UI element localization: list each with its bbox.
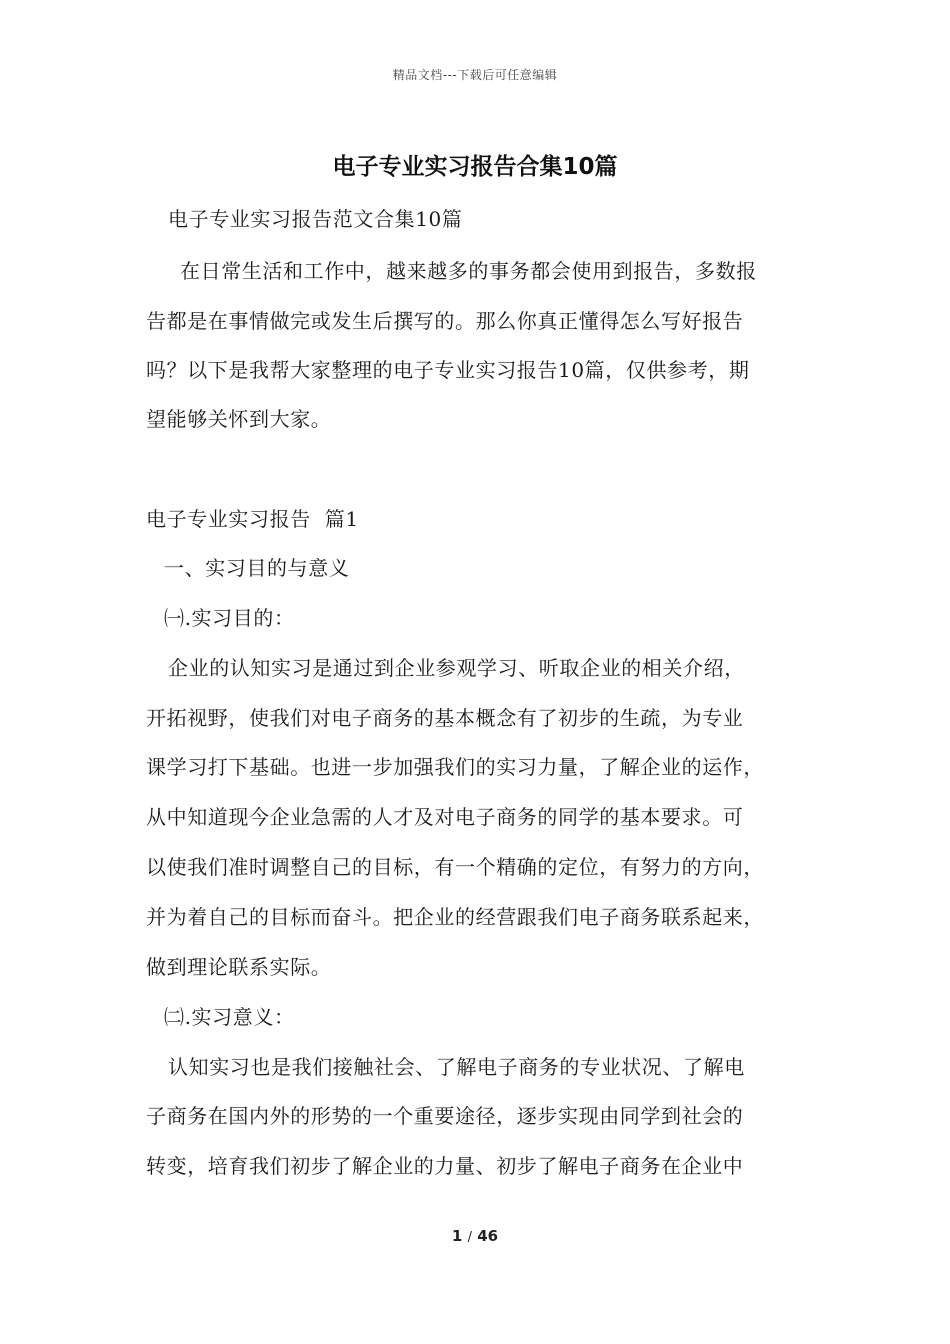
item1-line: 并为着自己的目标而奋斗。把企业的经营跟我们电子商务联系起来， bbox=[146, 905, 764, 929]
item1-line: 从中知道现今企业急需的人才及对电子商务的同学的基本要求。可 bbox=[146, 805, 744, 829]
section-heading: 电子专业实习报告 篇1 bbox=[146, 507, 359, 531]
part-heading: 一、实习目的与意义 bbox=[164, 556, 350, 580]
item2-heading: ㈡.实习意义： bbox=[164, 1005, 295, 1029]
item1-line: 企业的认知实习是通过到企业参观学习、听取企业的相关介绍， bbox=[168, 656, 745, 680]
intro-line: 吗？以下是我帮大家整理的电子专业实习报告10篇，仅供参考，期 bbox=[146, 358, 750, 382]
item1-line: 课学习打下基础。也进一步加强我们的实习力量，了解企业的运作， bbox=[146, 755, 764, 779]
page-separator: / bbox=[467, 1230, 472, 1245]
page-header-note: 精品文档---下载后可任意编辑 bbox=[392, 68, 558, 82]
page-number bbox=[0, 1227, 950, 1245]
page-current: 1 bbox=[451, 1227, 463, 1245]
item1-line: 做到理论联系实际。 bbox=[146, 955, 332, 979]
item2-line: 子商务在国内外的形势的一个重要途径，逐步实现由同学到社会的 bbox=[146, 1104, 744, 1128]
intro-line: 望能够关怀到大家。 bbox=[146, 407, 332, 431]
intro-line: 在日常生活和工作中，越来越多的事务都会使用到报告，多数报 bbox=[180, 259, 757, 283]
document-subtitle: 电子专业实习报告范文合集10篇 bbox=[168, 207, 463, 231]
item2-line: 转变，培育我们初步了解企业的力量、初步了解电子商务在企业中 bbox=[146, 1154, 744, 1178]
item2-line: 认知实习也是我们接触社会、了解电子商务的专业状况、了解电 bbox=[168, 1055, 745, 1079]
item1-line: 以使我们准时调整自己的目标，有一个精确的定位，有努力的方向， bbox=[146, 855, 764, 879]
page-total: 46 bbox=[477, 1227, 499, 1245]
item1-line: 开拓视野，使我们对电子商务的基本概念有了初步的生疏，为专业 bbox=[146, 706, 744, 730]
item1-heading: ㈠.实习目的： bbox=[164, 606, 295, 630]
intro-line: 告都是在事情做完或发生后撰写的。那么你真正懂得怎么写好报告 bbox=[146, 309, 744, 333]
document-title: 电子专业实习报告合集10篇 bbox=[332, 154, 618, 180]
